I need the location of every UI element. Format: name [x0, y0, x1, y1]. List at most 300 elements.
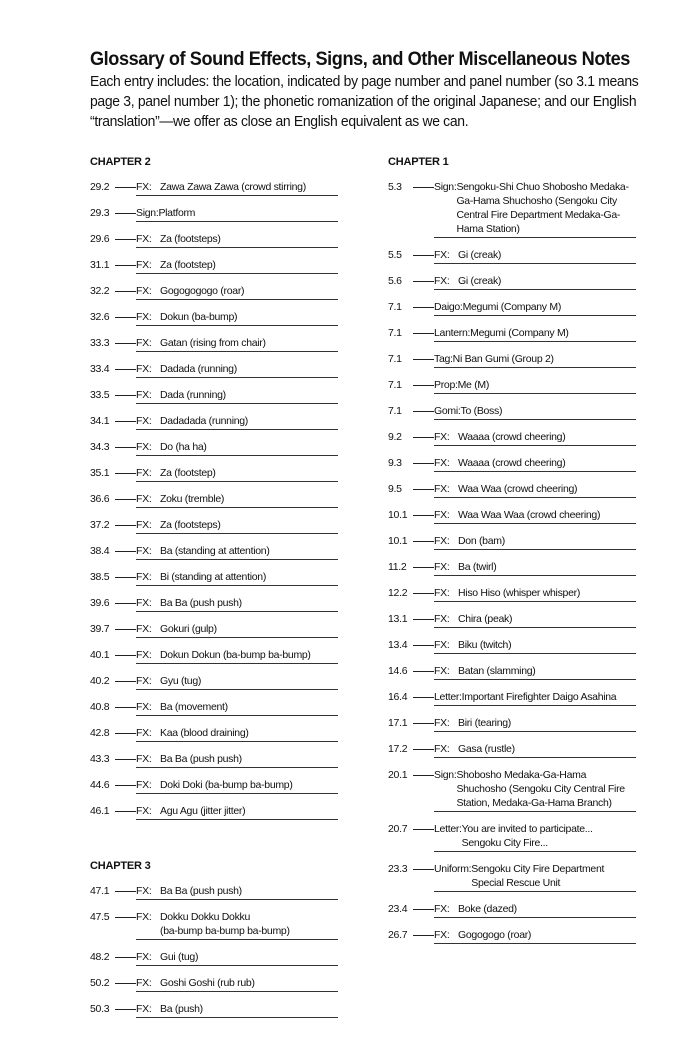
glossary-entry	[90, 752, 338, 768]
entry-text: Za (footsteps)	[160, 233, 221, 245]
entry-text: Biku (twitch)	[458, 639, 512, 651]
glossary-entry	[388, 534, 636, 550]
entry-body	[434, 664, 636, 680]
entry-body	[434, 902, 636, 918]
entry-body	[136, 596, 338, 612]
entry-text: Platform	[158, 207, 196, 219]
glossary-entry	[388, 456, 636, 472]
entry-text: Ba (push)	[160, 1003, 203, 1015]
entry-kind: FX:	[136, 701, 152, 713]
entry-text: Za (footstep)	[160, 467, 216, 479]
entry-location: 31.1	[90, 259, 110, 271]
entry-kind: FX:	[136, 951, 152, 963]
entry-kind: FX:	[136, 181, 152, 193]
glossary-entry	[388, 928, 636, 944]
entry-location: 38.4	[90, 545, 110, 557]
entry-kind: FX:	[136, 493, 152, 505]
entry-leader-dash	[413, 775, 434, 776]
entry-location: 40.2	[90, 675, 110, 687]
entry-text: Dokku Dokku Dokku (ba-bump ba-bump ba-bump)	[160, 911, 290, 937]
entry-body	[434, 430, 636, 446]
entry-kind: FX:	[136, 1003, 152, 1015]
entry-kind: FX:	[136, 649, 152, 661]
entry-text: Agu Agu (jitter jitter)	[160, 805, 246, 817]
entry-kind: FX:	[434, 275, 450, 287]
entry-text: Gatan (rising from chair)	[160, 337, 266, 349]
glossary-entry	[388, 664, 636, 680]
entry-leader-dash	[115, 983, 136, 984]
entry-kind: FX:	[136, 389, 152, 401]
entry-location: 40.1	[90, 649, 110, 661]
entry-location: 48.2	[90, 951, 110, 963]
intro-paragraph: Each entry includes: the location, indicated by page number and panel number (so 3.1 means page 3, panel number 1); the phonetic romanization of the original Japanese; and our English “translation”—we offer as close an English equivalent as we can.	[90, 73, 639, 130]
entry-body	[136, 466, 338, 482]
entry-kind: FX:	[434, 431, 450, 443]
entry-body	[136, 180, 338, 196]
entry-location: 33.4	[90, 363, 110, 375]
glossary-entry	[90, 492, 338, 508]
entry-location: 9.2	[388, 431, 402, 443]
entry-location: 46.1	[90, 805, 110, 817]
entry-body	[434, 638, 636, 654]
entry-leader-dash	[413, 619, 434, 620]
entry-location: 13.1	[388, 613, 408, 625]
entry-leader-dash	[115, 917, 136, 918]
entry-body	[136, 884, 338, 900]
glossary-entry	[90, 950, 338, 966]
glossary-entry	[90, 778, 338, 794]
entry-leader-dash	[115, 499, 136, 500]
entry-location: 20.1	[388, 769, 408, 781]
glossary-entry	[388, 560, 636, 576]
glossary-entry	[90, 976, 338, 992]
glossary-entry	[388, 352, 636, 368]
entry-leader-dash	[115, 785, 136, 786]
entry-location: 7.1	[388, 353, 402, 365]
entry-leader-dash	[413, 281, 434, 282]
entry-text: Sengoku City Fire Department Special Rescue Unit	[471, 863, 605, 889]
entry-body	[434, 274, 636, 290]
entry-leader-dash	[115, 1009, 136, 1010]
entry-body	[434, 180, 636, 238]
glossary-entry	[90, 310, 338, 326]
entry-kind: FX:	[434, 929, 450, 941]
entry-location: 33.3	[90, 337, 110, 349]
entry-leader-dash	[115, 733, 136, 734]
entry-kind: Lantern:	[434, 327, 471, 339]
entry-body	[136, 910, 338, 940]
entry-body	[434, 482, 636, 498]
entry-body	[434, 742, 636, 758]
entry-location: 12.2	[388, 587, 408, 599]
glossary-entry	[388, 768, 636, 812]
entry-text: Gi (creak)	[458, 249, 502, 261]
glossary-entry	[90, 910, 338, 940]
entry-text: Gyu (tug)	[160, 675, 202, 687]
entry-text: Hiso Hiso (whisper whisper)	[458, 587, 581, 599]
glossary-entry	[90, 726, 338, 742]
entry-text: Gui (tug)	[160, 951, 199, 963]
entry-text: Gokuri (gulp)	[160, 623, 217, 635]
entry-location: 32.6	[90, 311, 110, 323]
entry-kind: FX:	[136, 597, 152, 609]
entry-kind: FX:	[136, 363, 152, 375]
entry-leader-dash	[115, 369, 136, 370]
entry-leader-dash	[115, 265, 136, 266]
entry-location: 39.7	[90, 623, 110, 635]
glossary-entry	[90, 884, 338, 900]
entry-leader-dash	[413, 359, 434, 360]
entry-text: Ba (twirl)	[458, 561, 497, 573]
entry-leader-dash	[413, 593, 434, 594]
entry-body	[434, 508, 636, 524]
entry-text: Dada (running)	[160, 389, 226, 401]
entry-location: 29.3	[90, 207, 110, 219]
entry-text: Doki Doki (ba-bump ba-bump)	[160, 779, 293, 791]
glossary-entry	[388, 716, 636, 732]
entry-location: 5.5	[388, 249, 402, 261]
entry-leader-dash	[413, 489, 434, 490]
entry-text: Bi (standing at attention)	[160, 571, 267, 583]
entry-text: Dokun (ba-bump)	[160, 311, 238, 323]
glossary-entry	[388, 274, 636, 290]
entry-kind: FX:	[136, 571, 152, 583]
entry-text: Megumi (Company M)	[470, 327, 569, 339]
entry-text: Ni Ban Gumi (Group 2)	[452, 353, 554, 365]
entry-leader-dash	[413, 935, 434, 936]
entry-body	[434, 326, 636, 342]
glossary-entry	[90, 648, 338, 664]
entry-body	[136, 336, 338, 352]
entry-kind: FX:	[136, 519, 152, 531]
entry-body	[434, 822, 636, 852]
entry-text: Waaaa (crowd cheering)	[458, 457, 566, 469]
entry-kind: FX:	[136, 911, 152, 923]
entry-body	[136, 648, 338, 664]
glossary-entry	[388, 180, 636, 238]
entry-text: Za (footsteps)	[160, 519, 221, 531]
entry-kind: FX:	[136, 233, 152, 245]
entry-body	[136, 544, 338, 560]
entry-leader-dash	[413, 671, 434, 672]
entry-location: 34.1	[90, 415, 110, 427]
entry-location: 47.1	[90, 885, 110, 897]
entry-leader-dash	[115, 957, 136, 958]
entry-leader-dash	[115, 681, 136, 682]
entry-location: 7.1	[388, 379, 402, 391]
glossary-entry	[388, 300, 636, 316]
entry-text: Dokun Dokun (ba-bump ba-bump)	[160, 649, 311, 661]
entry-body	[434, 612, 636, 628]
page-title: Glossary of Sound Effects, Signs, and Other Miscellaneous Notes	[90, 48, 630, 70]
glossary-entry	[388, 638, 636, 654]
entry-location: 50.2	[90, 977, 110, 989]
entry-leader-dash	[115, 395, 136, 396]
entry-leader-dash	[115, 655, 136, 656]
glossary-entry	[90, 180, 338, 196]
entry-location: 17.2	[388, 743, 408, 755]
entry-leader-dash	[115, 187, 136, 188]
entry-leader-dash	[413, 437, 434, 438]
entry-body	[136, 492, 338, 508]
entry-location: 44.6	[90, 779, 110, 791]
glossary-entry	[90, 1002, 338, 1018]
entry-location: 10.1	[388, 535, 408, 547]
glossary-entry	[90, 388, 338, 404]
entry-text: Gi (creak)	[458, 275, 502, 287]
entry-location: 9.3	[388, 457, 402, 469]
entry-leader-dash	[115, 811, 136, 812]
entry-text: Batan (slamming)	[458, 665, 536, 677]
entry-kind: Sign:	[434, 181, 457, 193]
entry-text: Do (ha ha)	[160, 441, 207, 453]
entry-location: 17.1	[388, 717, 408, 729]
entry-kind: FX:	[434, 509, 450, 521]
entry-location: 14.6	[388, 665, 408, 677]
entry-leader-dash	[413, 723, 434, 724]
entry-text: Waaaa (crowd cheering)	[458, 431, 566, 443]
entry-leader-dash	[413, 645, 434, 646]
entry-body	[136, 388, 338, 404]
entry-text: Waa Waa Waa (crowd cheering)	[458, 509, 601, 521]
entry-text: Zoku (tremble)	[160, 493, 225, 505]
entry-text: Dadadada (running)	[160, 415, 248, 427]
entry-body	[434, 300, 636, 316]
entry-location: 5.3	[388, 181, 402, 193]
glossary-entry	[90, 570, 338, 586]
entry-kind: Gomi:	[434, 405, 461, 417]
entry-leader-dash	[115, 603, 136, 604]
entry-body	[136, 674, 338, 690]
entry-body	[136, 440, 338, 456]
glossary-entry	[388, 690, 636, 706]
glossary-entry	[388, 248, 636, 264]
entry-text: Ba Ba (push push)	[160, 753, 242, 765]
entry-location: 35.1	[90, 467, 110, 479]
entry-kind: FX:	[136, 337, 152, 349]
entry-leader-dash	[115, 239, 136, 240]
entry-text: Waa Waa (crowd cheering)	[458, 483, 578, 495]
glossary-entry	[90, 674, 338, 690]
entry-body	[136, 1002, 338, 1018]
entry-leader-dash	[413, 541, 434, 542]
glossary-entry	[90, 336, 338, 352]
entry-body	[136, 206, 338, 222]
entry-body	[434, 928, 636, 944]
entry-kind: Letter:	[434, 691, 462, 703]
entry-text: Goshi Goshi (rub rub)	[160, 977, 255, 989]
entry-text: Dadada (running)	[160, 363, 237, 375]
entry-kind: Daigo:	[434, 301, 463, 313]
glossary-entry	[90, 700, 338, 716]
entry-location: 13.4	[388, 639, 408, 651]
entry-leader-dash	[413, 515, 434, 516]
right-column	[388, 150, 636, 954]
entry-leader-dash	[413, 187, 434, 188]
entry-leader-dash	[413, 307, 434, 308]
entry-kind: FX:	[434, 903, 450, 915]
glossary-entry	[388, 586, 636, 602]
glossary-entry	[90, 518, 338, 534]
entry-text: Gogogogo (roar)	[458, 929, 532, 941]
glossary-entry	[388, 508, 636, 524]
entry-body	[434, 456, 636, 472]
section-gap	[90, 830, 338, 854]
glossary-entry	[90, 466, 338, 482]
entry-text: Kaa (blood draining)	[160, 727, 249, 739]
entry-kind: FX:	[434, 483, 450, 495]
entry-kind: Prop:	[434, 379, 458, 391]
glossary-entry	[90, 440, 338, 456]
entry-text: Shobosho Medaka-Ga-Hama Shuchosho (Sengoku City Central Fire Station, Medaka-Ga-Hama Branch)	[456, 769, 625, 809]
entry-text: To (Boss)	[460, 405, 503, 417]
entry-leader-dash	[115, 317, 136, 318]
left-column	[90, 150, 338, 1028]
entry-location: 20.7	[388, 823, 408, 835]
entry-kind: FX:	[434, 535, 450, 547]
entry-kind: FX:	[136, 885, 152, 897]
entry-text: Chira (peak)	[458, 613, 513, 625]
entry-text: Don (bam)	[458, 535, 505, 547]
entry-body	[136, 518, 338, 534]
entry-text: Important Firefighter Daigo Asahina	[461, 691, 617, 703]
entry-text: Ba (movement)	[160, 701, 228, 713]
entry-body	[434, 862, 636, 892]
entry-body	[136, 414, 338, 430]
entry-body	[434, 248, 636, 264]
entry-location: 9.5	[388, 483, 402, 495]
entry-leader-dash	[413, 333, 434, 334]
entry-location: 36.6	[90, 493, 110, 505]
entry-location: 7.1	[388, 301, 402, 313]
entry-location: 34.3	[90, 441, 110, 453]
entry-body	[136, 258, 338, 274]
entry-location: 38.5	[90, 571, 110, 583]
entry-kind: FX:	[434, 561, 450, 573]
entry-location: 7.1	[388, 405, 402, 417]
entry-text: Biri (tearing)	[458, 717, 511, 729]
entry-location: 23.4	[388, 903, 408, 915]
entry-kind: FX:	[136, 415, 152, 427]
entry-text: Ba (standing at attention)	[160, 545, 270, 557]
glossary-entry	[90, 258, 338, 274]
entry-location: 11.2	[388, 561, 407, 573]
entry-leader-dash	[115, 473, 136, 474]
entry-text: Sengoku-Shi Chuo Shobosho Medaka-Ga-Hama Shuchosho (Sengoku City Central Fire Department Medaka-Ga-Hama Station)	[456, 181, 629, 235]
entry-leader-dash	[115, 421, 136, 422]
entry-body	[136, 570, 338, 586]
entry-location: 23.3	[388, 863, 408, 875]
entry-body	[434, 768, 636, 812]
entry-kind: FX:	[434, 717, 450, 729]
entry-leader-dash	[413, 829, 434, 830]
entry-leader-dash	[115, 891, 136, 892]
entry-leader-dash	[115, 577, 136, 578]
entry-location: 7.1	[388, 327, 402, 339]
entry-leader-dash	[413, 255, 434, 256]
glossary-header	[90, 48, 650, 132]
entry-body	[136, 622, 338, 638]
entry-kind: FX:	[136, 675, 152, 687]
entry-location: 10.1	[388, 509, 408, 521]
glossary-entry	[388, 742, 636, 758]
entry-body	[136, 310, 338, 326]
entry-body	[136, 362, 338, 378]
entry-kind: FX:	[136, 977, 152, 989]
entry-leader-dash	[115, 759, 136, 760]
entry-text: Ba Ba (push push)	[160, 885, 242, 897]
entry-kind: FX:	[136, 779, 152, 791]
entry-kind: Letter:	[434, 823, 462, 835]
glossary-entry	[90, 414, 338, 430]
entry-body	[434, 352, 636, 368]
entry-location: 16.4	[388, 691, 408, 703]
entry-kind: FX:	[434, 249, 450, 261]
glossary-entry	[90, 206, 338, 222]
glossary-entry	[388, 378, 636, 394]
entry-body	[136, 232, 338, 248]
entry-text: Ba Ba (push push)	[160, 597, 242, 609]
entry-kind: FX:	[136, 545, 152, 557]
entry-kind: FX:	[434, 665, 450, 677]
entry-location: 47.5	[90, 911, 110, 923]
entry-text: Gogogogogo (roar)	[160, 285, 245, 297]
entry-leader-dash	[115, 629, 136, 630]
entry-location: 26.7	[388, 929, 408, 941]
entry-kind: Tag:	[434, 353, 453, 365]
entry-leader-dash	[413, 697, 434, 698]
glossary-entry	[388, 404, 636, 420]
entry-leader-dash	[115, 291, 136, 292]
glossary-entry	[90, 544, 338, 560]
entry-body	[434, 378, 636, 394]
entry-kind: FX:	[136, 311, 152, 323]
chapter-heading: CHAPTER 3	[90, 860, 151, 872]
glossary-entry	[90, 804, 338, 820]
entry-location: 32.2	[90, 285, 110, 297]
entry-kind: FX:	[136, 623, 152, 635]
entry-leader-dash	[413, 411, 434, 412]
entry-body	[136, 726, 338, 742]
entry-text: Gasa (rustle)	[458, 743, 515, 755]
entry-location: 40.8	[90, 701, 110, 713]
entry-text: Megumi (Company M)	[462, 301, 562, 313]
entry-leader-dash	[413, 869, 434, 870]
entry-leader-dash	[115, 343, 136, 344]
entry-kind: FX:	[136, 467, 152, 479]
entry-text: Za (footstep)	[160, 259, 216, 271]
entry-kind: FX:	[136, 441, 152, 453]
entry-leader-dash	[413, 909, 434, 910]
glossary-entry	[388, 612, 636, 628]
entry-body	[136, 700, 338, 716]
entry-body	[434, 586, 636, 602]
entry-body	[434, 534, 636, 550]
entry-location: 39.6	[90, 597, 110, 609]
entry-body	[434, 716, 636, 732]
entry-leader-dash	[115, 213, 136, 214]
entry-text: You are invited to participate... Sengoku City Fire...	[461, 823, 593, 849]
entry-leader-dash	[413, 749, 434, 750]
entry-body	[136, 804, 338, 820]
chapter-heading: CHAPTER 1	[388, 156, 449, 168]
glossary-entry	[90, 232, 338, 248]
glossary-entry	[90, 284, 338, 300]
entry-body	[136, 284, 338, 300]
entry-kind: FX:	[434, 613, 450, 625]
entry-leader-dash	[413, 463, 434, 464]
entry-kind: FX:	[434, 587, 450, 599]
